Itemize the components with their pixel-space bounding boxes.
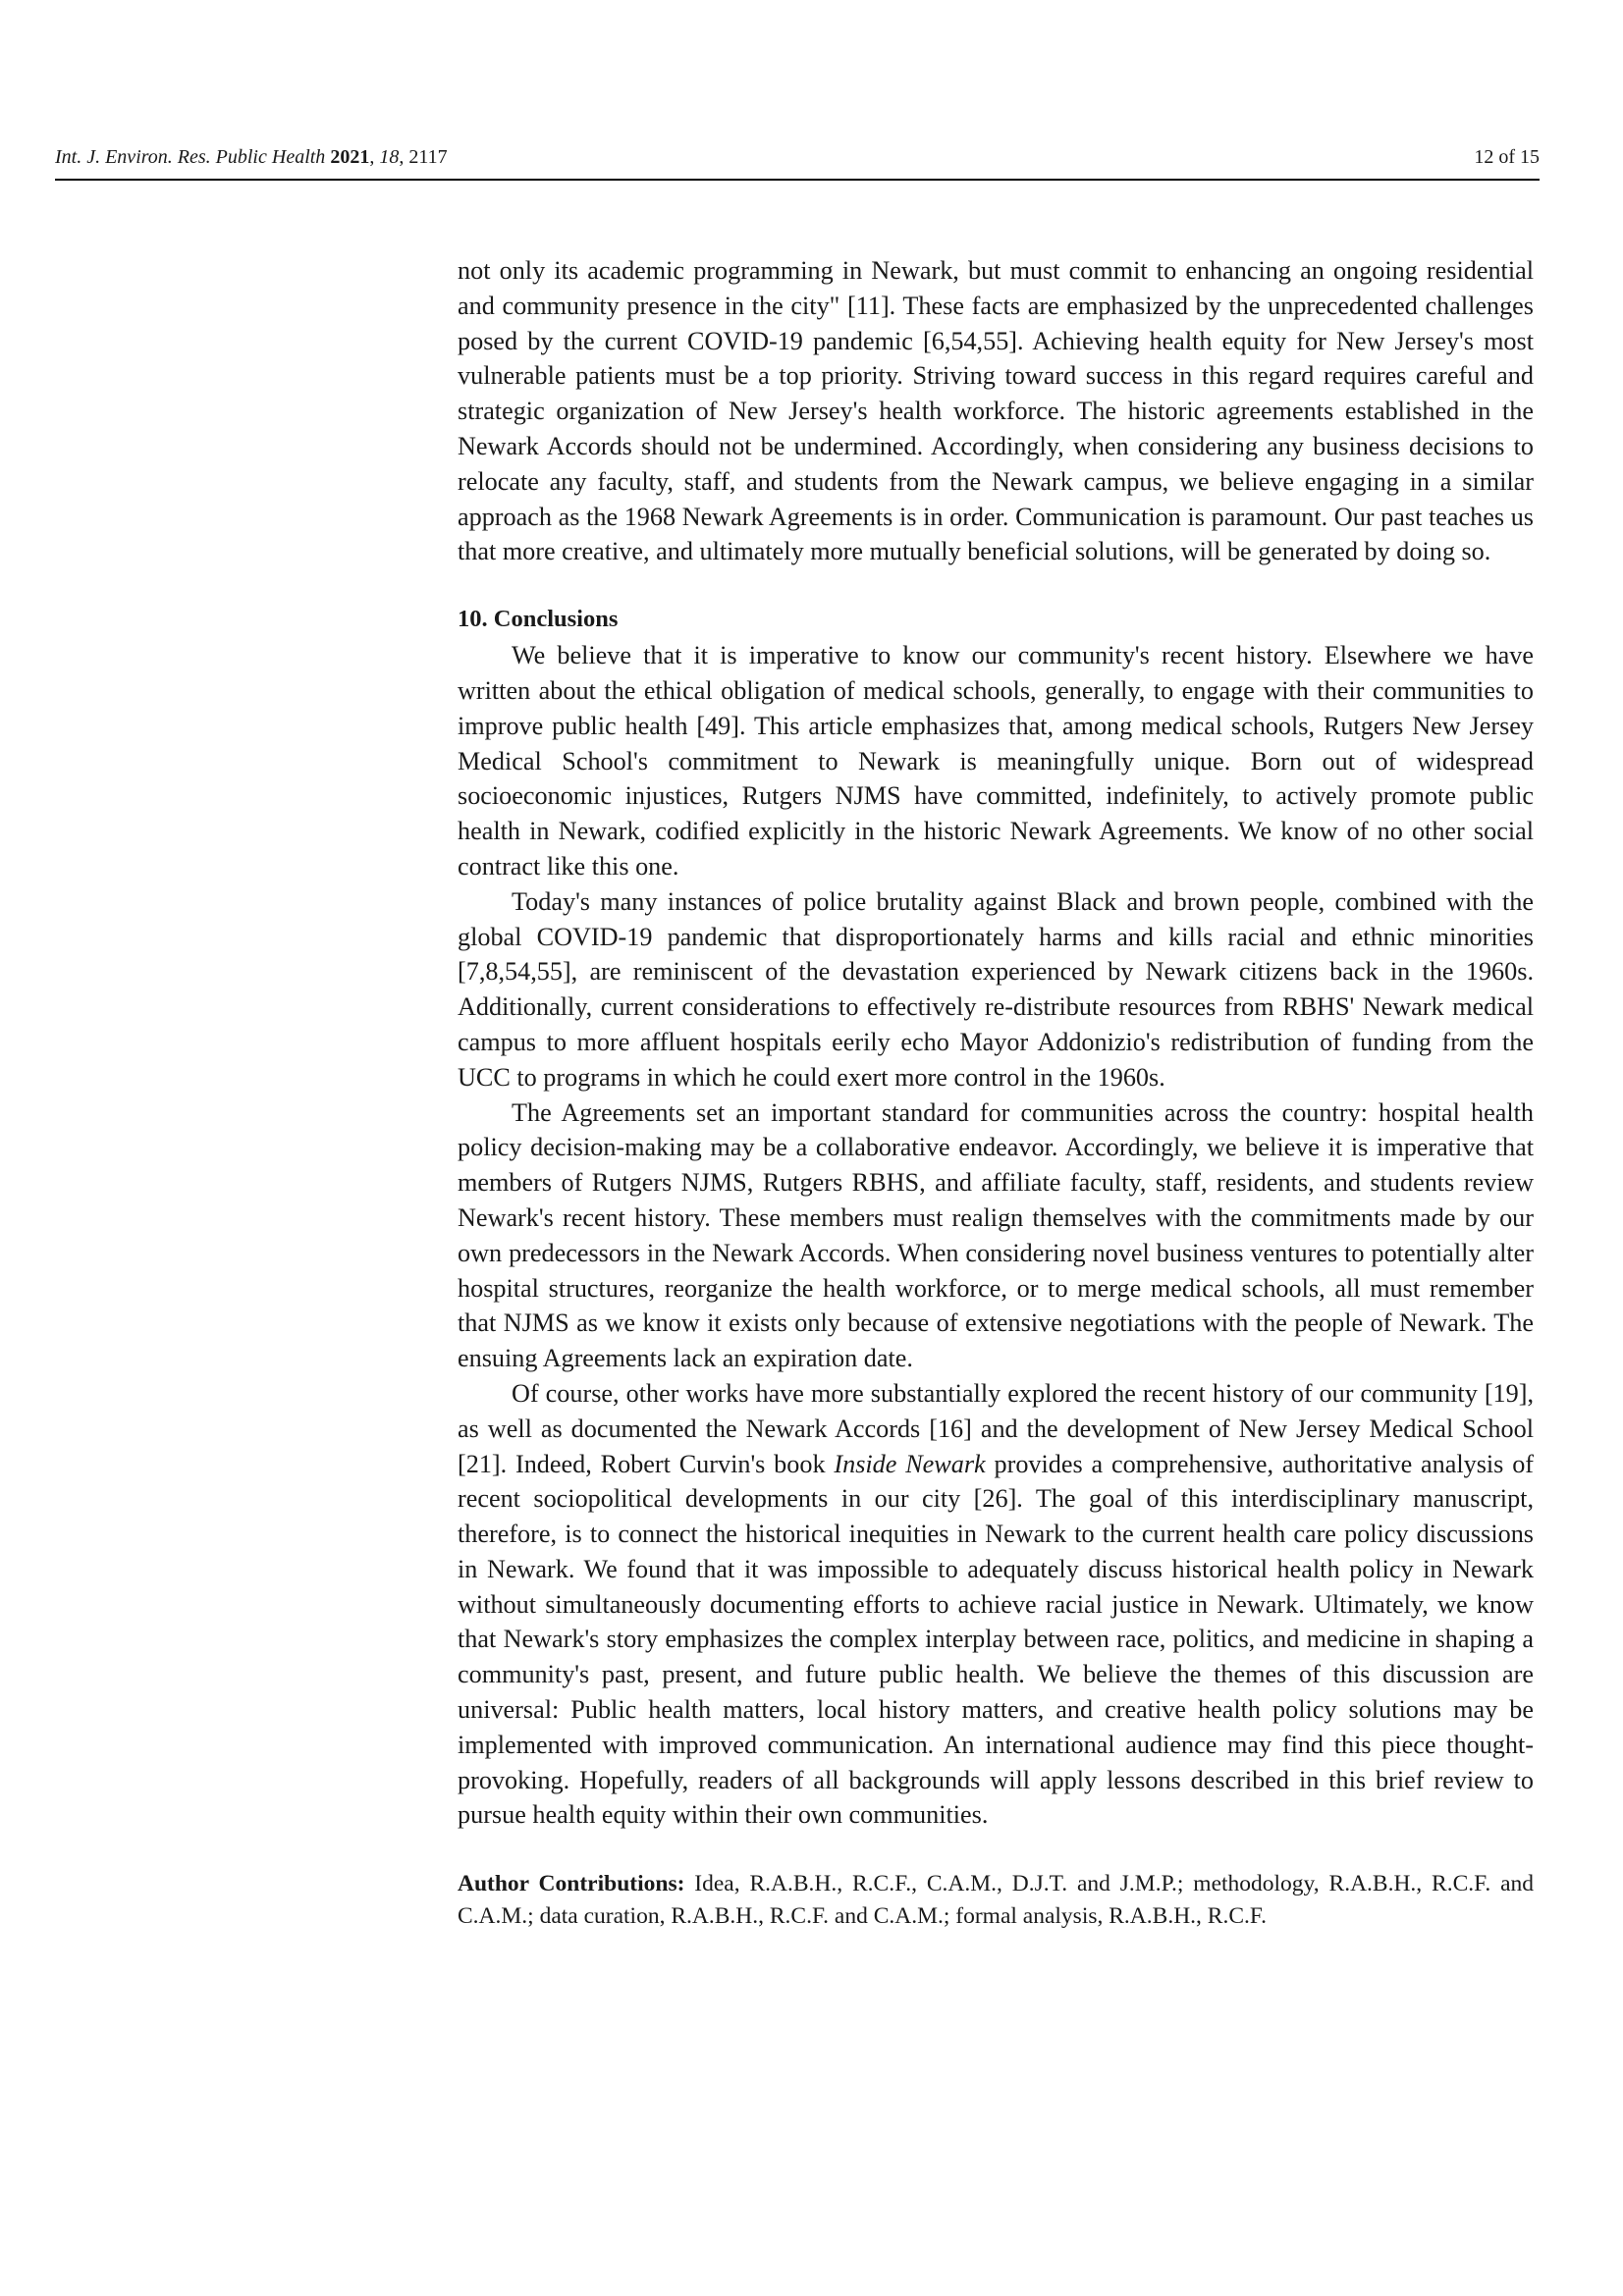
running-header xyxy=(55,139,1540,181)
book-title: Inside Newark xyxy=(834,1449,986,1478)
conclusions-paragraph-4 xyxy=(458,1376,1534,1833)
contributions-text: Idea, R.A.B.H., R.C.F., C.A.M., D.J.T. and J.M.P.; methodology, R.A.B.H., R.C.F. and C.A.M.; data curation, R.A.B.H., R.C.F. and C.A.M.; formal analysis, R.A.B.H., R.C.F. xyxy=(458,1871,1534,1930)
conclusions-paragraph-3: The Agreements set an important standard for communities across the country: hospital health policy decision-making may be a collaborative endeavor. Accordingly, we believe it is imperative that members of Rutgers NJMS, Rutgers RBHS, and affiliate faculty, staff, residents, and students review Newark's recent history. These members must realign themselves with the commitments made by our own predecessors in the Newark Accords. When considering novel business ventures to potentially alter hospital structures, reorganize the health workforce, or to merge medical schools, all must remember that NJMS as we know it exists only because of extensive negotiations with the people of Newark. The ensuing Agreements lack an expiration date. xyxy=(458,1097,1534,1373)
page-number: 12 of 15 xyxy=(1474,146,1540,168)
contributions-label: Author Contributions: xyxy=(458,1871,685,1897)
section-heading: 10. Conclusions xyxy=(458,606,619,633)
paragraph-4-start: Of course, other works have more substantially explored the recent history of our community [19], as well as documented the Newark Accords [16] and the development of New Jersey Medical School [21]. Indeed, Robert Curvin's book xyxy=(458,1378,1534,1478)
conclusions-paragraph-1: We believe that it is imperative to know our community's recent history. Elsewhere we have written about the ethical obligation of medical schools, generally, to engage with their communities to improve public health [49]. This article emphasizes that, among medical schools, Rutgers New Jersey Medical School's commitment to Newark is meaningfully unique. Born out of widespread socioeconomic injustices, Rutgers NJMS have committed, indefinitely, to actively promote public health in Newark, codified explicitly in the historic Newark Agreements. We know of no other social contract like this one. xyxy=(458,641,1534,881)
intro-paragraph: not only its academic programming in Newark, but must commit to enhancing an ongoing residential and community presence in the city" [11]. These facts are emphasized by the unprecedented challenges posed by the current COVID-19 pandemic [6,54,55]. Achieving health equity for New Jersey's most vulnerable patients must be a top priority. Striving toward success in this regard requires careful and strategic organization of New Jersey's health workforce. The historic agreements established in the Newark Accords should not be undermined. Accordingly, when considering any business decisions to relocate any faculty, staff, and students from the Newark campus, we believe engaging in a similar approach as the 1968 Newark Agreements is in order. Communication is paramount. Our past teaches us that more creative, and ultimately more mutually beneficial solutions, will be generated by doing so. xyxy=(458,256,1534,566)
journal-abbrev: Int. J. Environ. Res. Public Health xyxy=(55,146,326,168)
journal-volume: 18 xyxy=(379,146,400,168)
main-text xyxy=(458,253,1534,1933)
journal-citation: Int. J. Environ. Res. Public Health 2021, 18, 2117 xyxy=(55,146,448,168)
paragraph-4-end: provides a comprehensive, authoritative analysis of recent sociopolitical developments in our city [26]. The goal of this interdisciplinary manuscript, therefore, is to connect the historical inequities in Newark to the current health care policy discussions in Newark. We found that it was impossible to adequately discuss historical health policy in Newark without simultaneously documenting efforts to achieve racial justice in Newark. Ultimately, we know that Newark's story emphasizes the complex interplay between race, politics, and medicine in shaping a community's past, present, and future public health. We believe the themes of this discussion are universal: Public health matters, local history matters, and creative health policy solutions may be implemented with improved communication. An international audience may find this piece thought-provoking. Hopefully, readers of all backgrounds will apply lessons described in this brief review to pursue health equity within their own communities. xyxy=(458,1449,1535,1830)
journal-year: 2021 xyxy=(330,146,370,168)
conclusions-paragraph-2: Today's many instances of police brutality against Black and brown people, combined with the global COVID-19 pandemic that disproportionately harms and kills racial and ethnic minorities [7,8,54,55], are reminiscent of the devastation experienced by Newark citizens back in the 1960s. Additionally, current considerations to effectively re-distribute resources from RBHS' Newark medical campus to more affluent hospitals eerily echo Mayor Addonizio's redistribution of funding from the UCC to programs in which he could exert more control in the 1960s. xyxy=(458,886,1534,1092)
author-contributions xyxy=(458,1868,1534,1933)
article-number: 2117 xyxy=(408,146,448,168)
